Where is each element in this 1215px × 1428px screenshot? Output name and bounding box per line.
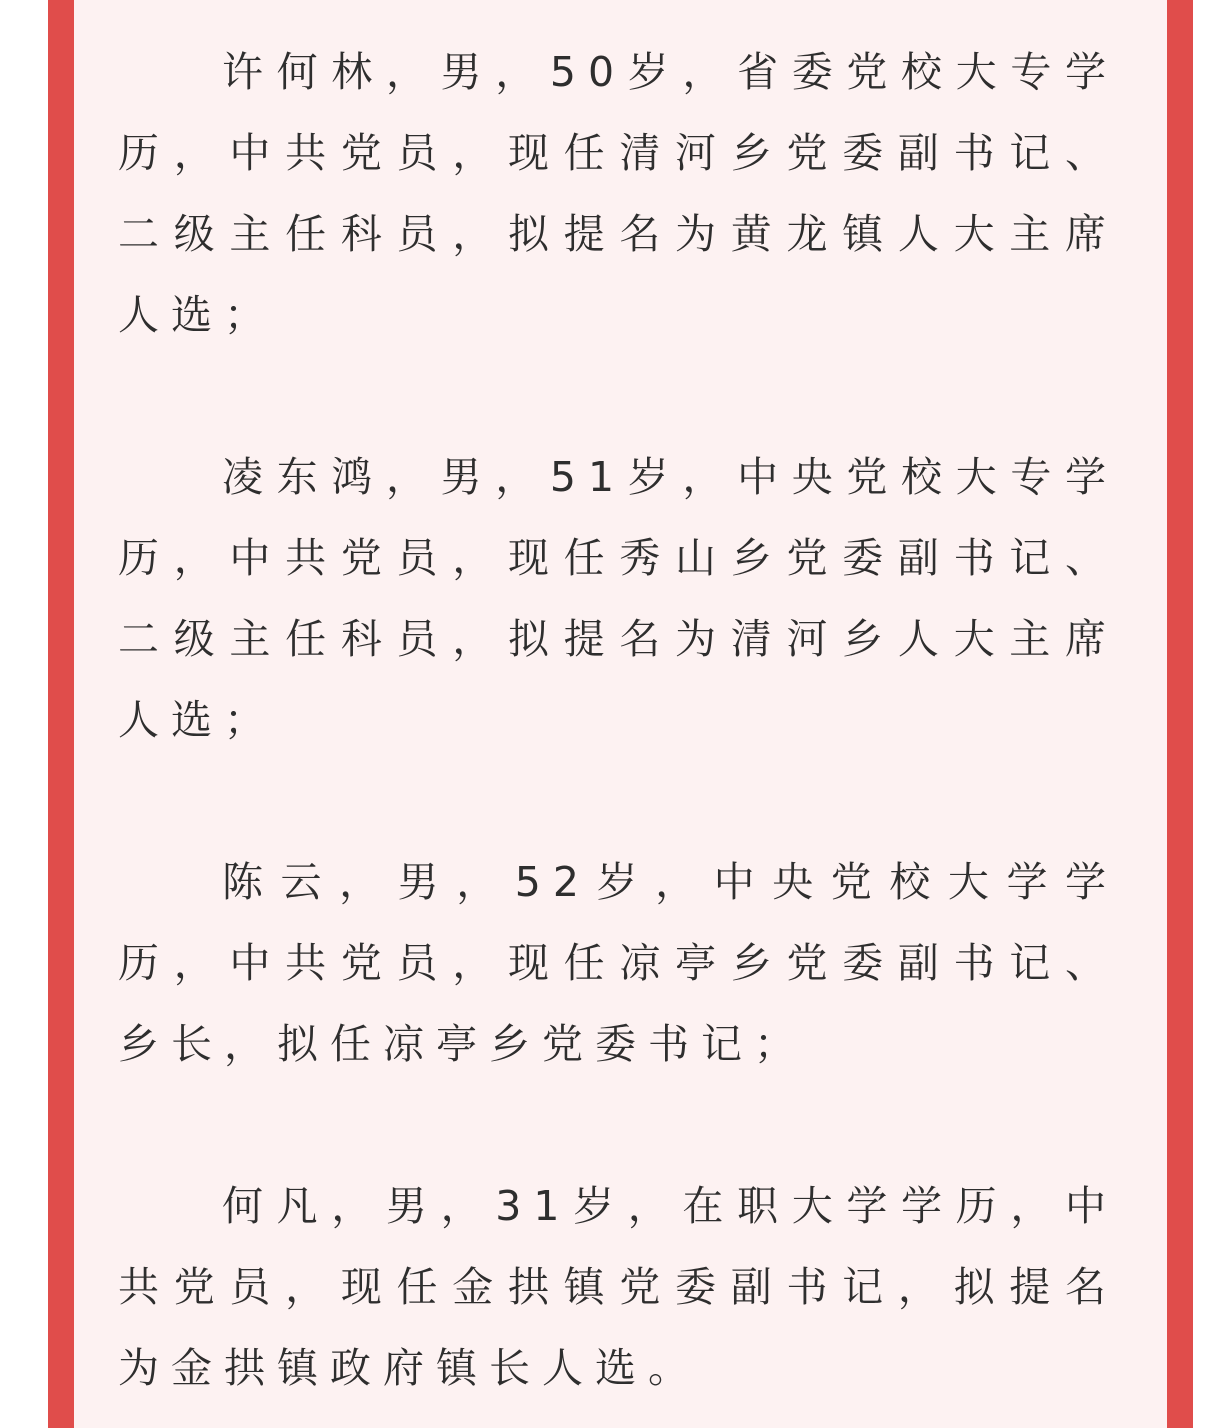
candidate-paragraph-3: 陈云，男，52岁，中央党校大学学历，中共党员，现任凉亭乡党委副书记、乡长，拟任凉亭乡党委书记；	[118, 858, 1118, 1068]
candidate-paragraph-2: 凌东鸿，男，51岁，中央党校大专学历，中共党员，现任秀山乡党委副书记、二级主任科员，拟提名为清河乡人大主席人选；	[118, 453, 1118, 744]
candidate-paragraph-1: 许何林，男，50岁，省委党校大专学历，中共党员，现任清河乡党委副书记、二级主任科员，拟提名为黄龙镇人大主席人选；	[118, 48, 1118, 339]
candidate-paragraph-4: 何凡，男，31岁，在职大学学历，中共党员，现任金拱镇党委副书记，拟提名为金拱镇政府镇长人选。	[118, 1182, 1118, 1392]
article-body	[118, 32, 1118, 1409]
